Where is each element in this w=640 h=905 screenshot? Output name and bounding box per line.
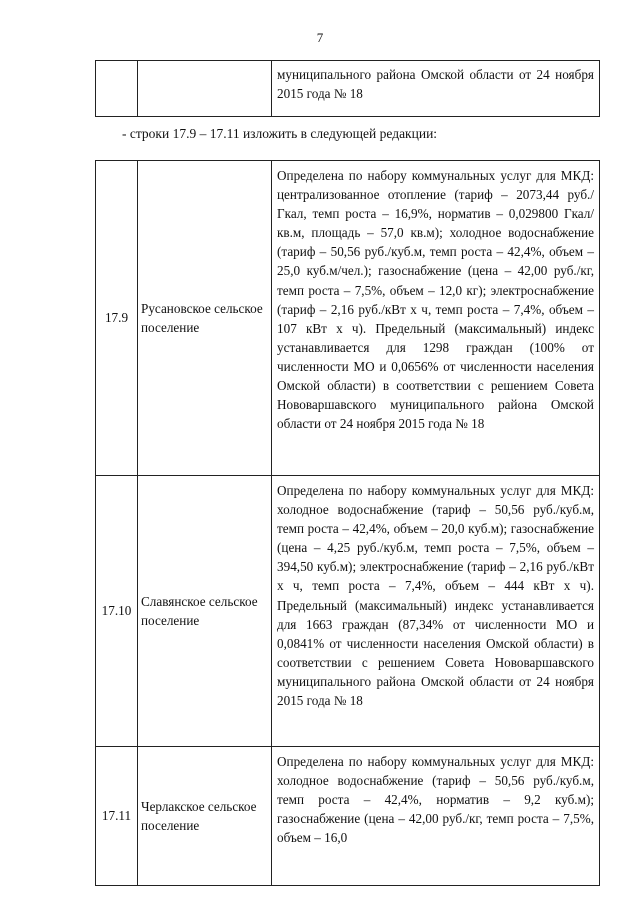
description-cell	[272, 476, 600, 747]
amendment-instruction: - строки 17.9 – 17.11 изложить в следующей редакции:	[122, 126, 438, 141]
row-number-cell: 17.10	[96, 476, 138, 747]
settlements-table	[95, 160, 600, 886]
settlement-name-cell	[138, 61, 272, 117]
continued-table	[95, 60, 600, 117]
table-row	[96, 161, 600, 476]
row-number-cell: 17.11	[96, 747, 138, 886]
description-text: Определена по набору коммунальных услуг для МКД: холодное водоснабжение (тариф – 50,56 руб./куб.м, темп роста – 42,4%, норматив – 9,2 куб.м); газоснабжение (цена – 42,00 руб./кг, темп роста – 7,5%, объем – 16,0	[277, 754, 594, 846]
settlement-name-cell: Русановское сельское поселение	[138, 161, 272, 476]
page-number: 7	[316, 30, 324, 45]
description-text: Определена по набору коммунальных услуг для МКД: холодное водоснабжение (тариф – 50,56 руб./куб.м, темп роста – 42,4%, объем – 20,0 куб.м); газоснабжение (цена – 4,25 руб./куб.м, темп роста – 7,5%, объем – 394,50 куб.м); электроснабжение (тариф – 2,16 руб./кВт х ч, темп роста – 7,4%, объем – 444 кВт х ч). Предельный (максимальный) индекс устанавливается для 1663 граждан (87,34% от численности МО и 0,0841% от численности населения Омской области) в соответствии с решением Совета Нововаршавского муниципального района Омской области от 24 ноября 2015 года № 18	[277, 483, 594, 709]
description-text: муниципального района Омской области от 24 ноября 2015 года № 18	[277, 67, 594, 102]
row-number-cell	[96, 61, 138, 117]
table-row	[96, 747, 600, 886]
row-number-cell: 17.9	[96, 161, 138, 476]
description-cell	[272, 61, 600, 117]
table-row	[96, 476, 600, 747]
description-cell	[272, 161, 600, 476]
settlement-name-cell: Черлакское сельское поселение	[138, 747, 272, 886]
settlement-name-cell: Славянское сельское поселение	[138, 476, 272, 747]
table-row	[96, 61, 600, 117]
description-text: Определена по набору коммунальных услуг для МКД: централизованное отопление (тариф – 2073,44 руб./Гкал, темп роста – 16,9%, норматив – 0,029800 Гкал/кв.м, площадь – 57,0 кв.м); холодное водоснабжение (тариф – 50,56 руб./куб.м, темп роста – 42,4%, объем – 25,0 куб.м/чел.); газоснабжение (цена – 42,00 руб./кг, темп роста – 7,5%, объем – 12,0 кг); электроснабжение (тариф – 2,16 руб./кВт х ч, темп роста – 7,4%, объем – 107 кВт х ч). Предельный (максимальный) индекс устанавливается для 1298 граждан (100% от численности МО и 0,0656% от численности населения Омской области) в соответствии с решением Совета Нововаршавского муниципального района Омской области от 24 ноября 2015 года № 18	[277, 168, 594, 432]
description-cell	[272, 747, 600, 886]
